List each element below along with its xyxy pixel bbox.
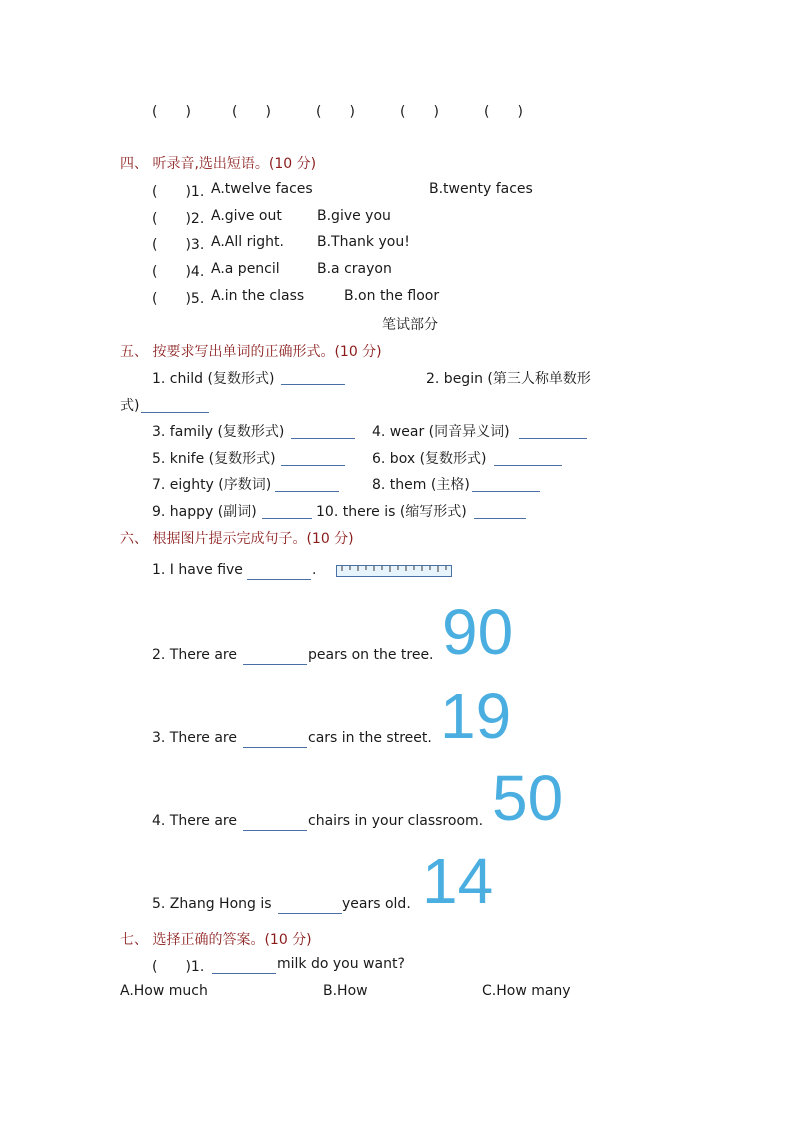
number-image-50: 50 <box>492 762 564 834</box>
q5-6-label: 6. box (复数形式) <box>372 451 487 467</box>
answer-paren-3[interactable]: ( ) <box>316 104 355 120</box>
q5-8-label: 8. them (主格) <box>372 477 470 493</box>
q5-2-label: 2. begin (第三人称单数形 <box>426 371 591 387</box>
q6-4-after: chairs in your classroom. <box>308 813 484 829</box>
option-a: A.All right. <box>211 234 284 250</box>
answer-blank[interactable] <box>275 477 339 492</box>
answer-blank[interactable] <box>494 451 562 466</box>
answer-blank[interactable] <box>247 565 311 580</box>
answer-blank[interactable] <box>243 816 307 831</box>
number-image-14: 14 <box>422 845 494 917</box>
answer-blank[interactable] <box>243 650 307 665</box>
option-c: C.How many <box>482 983 571 999</box>
ruler-icon <box>336 565 452 577</box>
answer-blank[interactable] <box>243 733 307 748</box>
q5-2-label-cont: 式) <box>120 398 140 414</box>
section6-title: 六、 根据图片提示完成句子。(10 分) <box>120 531 354 547</box>
section7-title: 七、 选择正确的答案。(10 分) <box>120 932 312 948</box>
section4-title: 四、 听录音,选出短语。(10 分) <box>120 156 317 172</box>
answer-blank[interactable] <box>212 959 276 974</box>
answer-blank[interactable] <box>472 477 540 492</box>
number-image-90: 90 <box>442 596 514 668</box>
q6-4-before: 4. There are <box>152 813 237 829</box>
q5-5-label: 5. knife (复数形式) <box>152 451 276 467</box>
q6-5-after: years old. <box>342 896 411 912</box>
q6-1-before: 1. I have five <box>152 562 243 578</box>
answer-blank[interactable] <box>291 424 355 439</box>
section5-title: 五、 按要求写出单词的正确形式。(10 分) <box>120 344 382 360</box>
answer-paren[interactable]: ( )2. <box>152 211 205 227</box>
option-b: B.give you <box>317 208 391 224</box>
answer-blank[interactable] <box>278 899 342 914</box>
answer-blank[interactable] <box>281 451 345 466</box>
answer-paren-5[interactable]: ( ) <box>484 104 523 120</box>
answer-blank[interactable] <box>281 370 345 385</box>
option-a: A.a pencil <box>211 261 280 277</box>
answer-paren-4[interactable]: ( ) <box>400 104 439 120</box>
option-a: A.give out <box>211 208 282 224</box>
q5-7-label: 7. eighty (序数词) <box>152 477 272 493</box>
q6-2-before: 2. There are <box>152 647 237 663</box>
answer-blank[interactable] <box>141 398 209 413</box>
answer-paren[interactable]: ( )5. <box>152 291 205 307</box>
q6-3-after: cars in the street. <box>308 730 432 746</box>
answer-paren[interactable]: ( )4. <box>152 264 205 280</box>
q5-10-label: 10. there is (缩写形式) <box>316 504 467 520</box>
option-a: A.twelve faces <box>211 181 313 197</box>
q5-1-label: 1. child (复数形式) <box>152 371 275 387</box>
answer-blank[interactable] <box>519 424 587 439</box>
option-b: B.twenty faces <box>429 181 533 197</box>
answer-paren-2[interactable]: ( ) <box>232 104 271 120</box>
q6-5-before: 5. Zhang Hong is <box>152 896 272 912</box>
number-image-19: 19 <box>440 680 512 752</box>
q5-4-label: 4. wear (同音异义词) <box>372 424 510 440</box>
q6-1-after: . <box>312 562 317 578</box>
answer-blank[interactable] <box>474 504 526 519</box>
q5-3-label: 3. family (复数形式) <box>152 424 285 440</box>
answer-blank[interactable] <box>262 504 312 519</box>
option-b: B.How <box>323 983 368 999</box>
q6-2-after: pears on the tree. <box>308 647 434 663</box>
answer-paren[interactable]: ( )3. <box>152 237 205 253</box>
option-b: B.on the floor <box>344 288 440 304</box>
q5-9-label: 9. happy (副词) <box>152 504 257 520</box>
option-a: A.in the class <box>211 288 305 304</box>
option-b: B.a crayon <box>317 261 392 277</box>
answer-paren-1[interactable]: ( ) <box>152 104 191 120</box>
answer-paren[interactable]: ( )1. <box>152 184 205 200</box>
answer-paren[interactable]: ( )1. <box>152 959 205 975</box>
written-part-label: 笔试部分 <box>382 317 438 333</box>
q6-3-before: 3. There are <box>152 730 237 746</box>
option-b: B.Thank you! <box>317 234 410 250</box>
option-a: A.How much <box>120 983 208 999</box>
q7-1-after: milk do you want? <box>277 956 405 972</box>
